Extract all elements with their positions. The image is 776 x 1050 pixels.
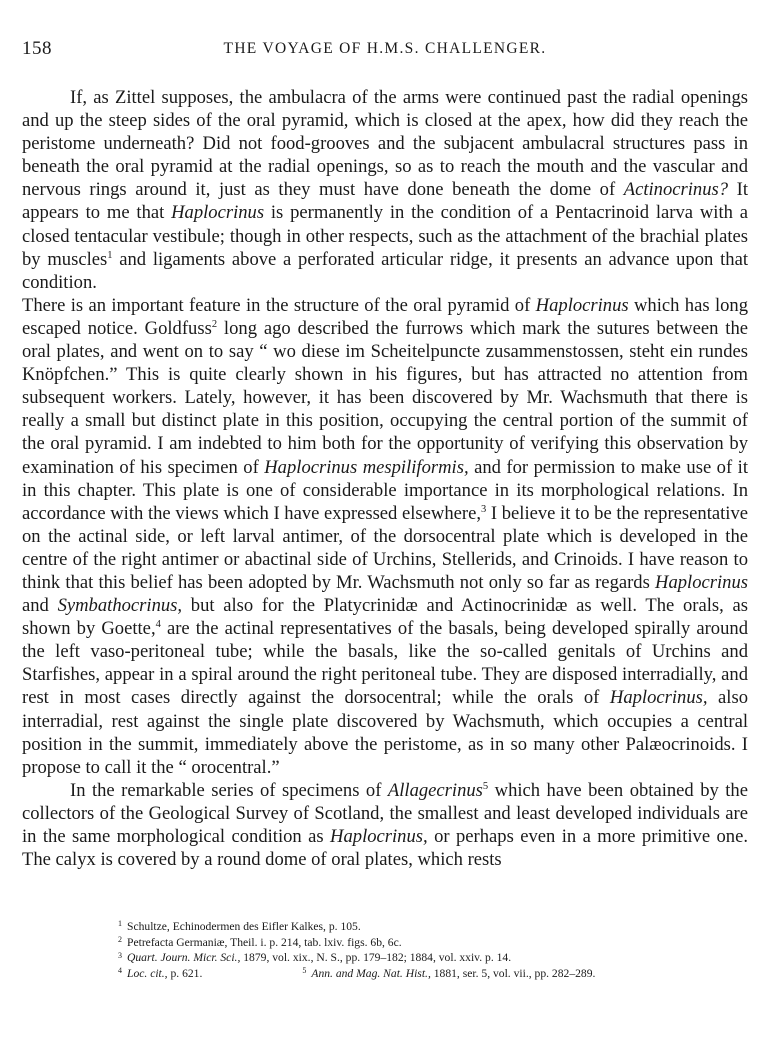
paragraph-2: There is an important feature in the structure of the oral pyramid of Haplocrinus which has long escaped notice. Goldfuss$^2$ long ago described the furrows which mark the sutures between the oral plates, and went on to say “ wo diese im Scheitelpuncte zusammenstossen, steht ein rundes Knöpfchen.” This is quite clearly shown in his figures, but has attracted no attention from subsequent workers. Lately, however, it has been discovered by Mr. Wachsmuth that there is really a small but distinct plate in this position, occupying the central portion of the summit of the oral pyramid. I am indebted to him both for the opportunity of verifying this observation by examination of his specimen of Haplocrinus mespiliformis, and for permission to make use of it in this chapter. This plate is one of considerable importance in its morphological relations. In accordance with the views which I have expressed elsewhere,$^3$ I believe it to be the representative on the actinal side, or left larval antimer, of the dorsocentral plate which is developed in the centre of the right antimer or abactinal side of Urchins, Stellerids, and Crinoids. I have reason to think that this belief has been adopted by Mr. Wachsmuth not only so far as regards Haplocrinus and Symbathocrinus, but also for the Platycrinidæ and Actinocrinidæ as well. The orals, as shown by Goette,$^4$ are the actinal representatives of the basals, being developed spirally around the left vaso-peritoneal tube; while the basals, like the so-called genitals of Urchins and Starfishes, appear in a spiral around the right peritoneal tube. They are disposed interradially, and rest in most cases directly against the dorsocentral; while the orals of Haplocrinus, also interradial, rest against the single plate discovered by Wachsmuth, which occupies a central position in the summit, immediately above the peristome, as in so many other Palæocrinoids. I propose to call it the “ orocentral.” <box>22 294 748 778</box>
page-number: 158 <box>22 38 52 59</box>
footnote-ref-2: 2 <box>211 319 218 331</box>
footnote-ref-4: 4 <box>155 619 161 631</box>
paragraph-1: If, as Zittel supposes, the ambulacra of the arms were continued past the radial openings and up the steep sides of the oral pyramid, which is closed at the apex, how did they reach the peristome underneath? Did not food-grooves and the subjacent ambulacral structures pass in beneath the oral pyramid at the radial openings, so as to reach the mouth and the vascular and nervous rings around it, just as they must have done beneath the dome of Actinocrinus? It appears to me that Haplocrinus is permanently in the condition of a Pentacrinoid larva with a closed tentacular vestibule; though in other respects, such as the attachment of the brachial plates by muscles$^1$ and ligaments above a perforated articular ridge, it presents an advance upon that condition. <box>22 87 748 293</box>
footnote-1: $^1$ Schultze, Echinodermen des Eifler Kalkes, p. 105. <box>118 919 361 933</box>
footnote-ref-3: 3 <box>480 503 487 515</box>
footnotes <box>118 919 738 981</box>
page-header <box>22 38 748 68</box>
footnote-ref-1: 1 <box>107 249 113 261</box>
footnote-3: $^3$ Quart. Journ. Micr. Sci., 1879, vol. xix., N. S., pp. 179–182; 1884, vol. xxiv. p. 14. <box>118 950 512 965</box>
paragraph-3: In the remarkable series of specimens of Allagecrinus$^5$ which have been obtained by the collectors of the Geological Survey of Scotland, the smallest and least developed individuals are in the same morphological condition as Haplocrinus, or perhaps even in a more primitive one. The calyx is covered by a round dome of oral plates, which rests <box>22 779 748 871</box>
footnote-2: $^2$ Petrefacta Germaniæ, Theil. i. p. 214, tab. lxiv. figs. 6b, 6c. <box>118 935 402 949</box>
running-title: THE VOYAGE OF H.M.S. CHALLENGER. <box>223 40 547 57</box>
footnote-4-5: $^4$ Loc. cit., p. 621. $^5$ Ann. and Mag. Nat. Hist., 1881, ser. 5, vol. vii., pp. 282–289. <box>118 966 596 980</box>
body-text <box>22 86 748 871</box>
footnote-ref-5: 5 <box>482 781 489 792</box>
